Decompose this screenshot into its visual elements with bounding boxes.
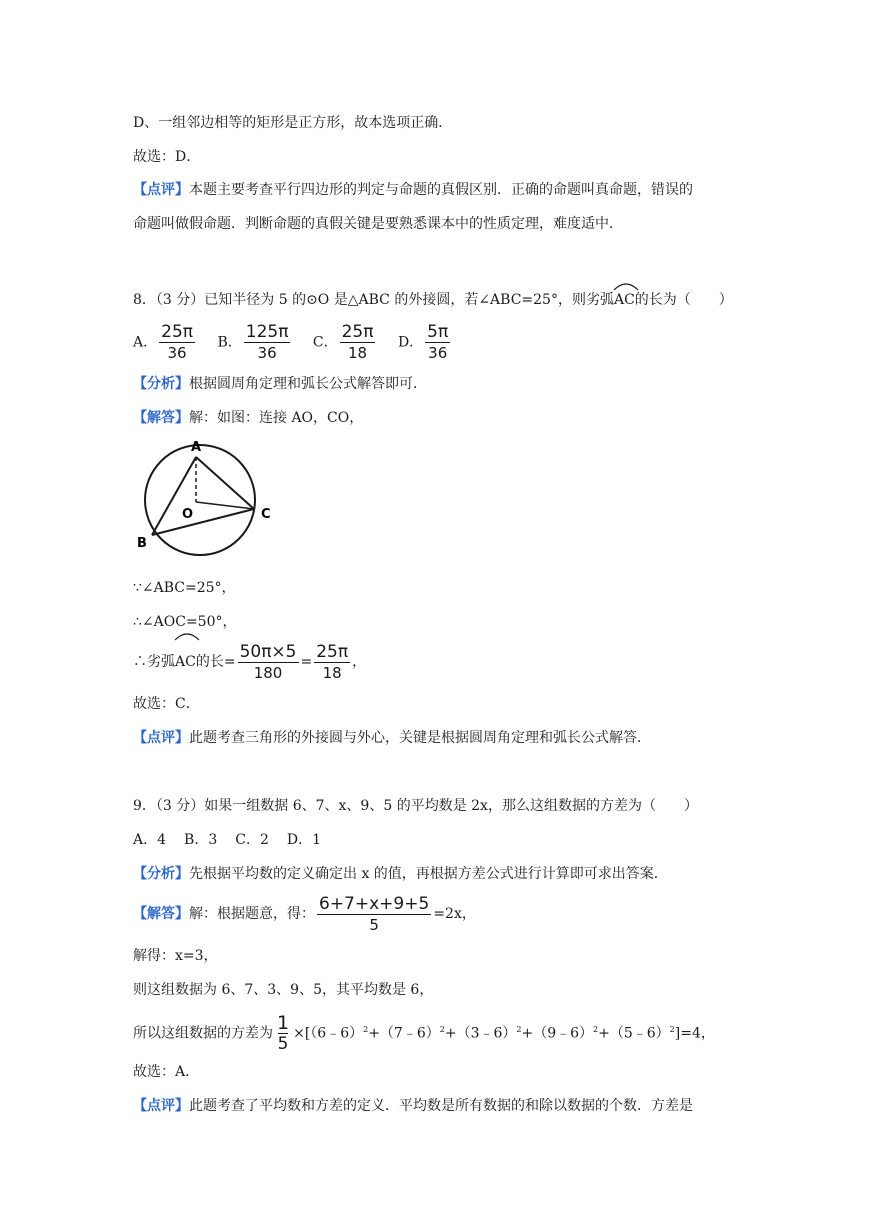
q9-variance [133,1008,715,1056]
q8-solution-text: 解：如图：连接 AO，CO， [189,410,364,426]
step3-end: ， [352,654,367,670]
q7-comment-text1: 本题主要考查平行四边形的判定与命题的真假区别．正确的命题叫真命题，错误的 [189,182,693,198]
q8-step1: ∵∠ABC=25°， [133,580,236,596]
q8-answer: 故选：C． [133,696,200,712]
q9-option-b: B．3 [184,832,218,848]
side-ab [152,457,196,535]
q8-option-d [398,322,452,363]
fraction-numerator: 5π [427,322,449,342]
mean-fraction [317,894,431,935]
q8-option-b [217,322,292,363]
fraction-numerator: 1 [277,1012,290,1035]
q8-comment [133,728,651,748]
equals: = [300,654,313,670]
option-fraction [159,322,195,363]
step3-prefix: ∴劣弧 [133,654,175,670]
option-letter: B． [217,334,242,351]
fraction-denominator: 18 [322,663,342,682]
option-fraction [425,322,450,363]
q9-analysis-text: 先根据平均数的定义确定出 x 的值，再根据方差公式进行计算即可求出答案． [189,866,668,882]
fraction-denominator: 180 [253,663,283,682]
segment-oc [196,502,254,509]
square-exponent: 2 [593,1025,599,1034]
step3-mid: 的长= [195,654,236,670]
q8-solution [133,408,363,428]
comment-tag: 【点评】 [133,182,189,198]
q9-option-a: A．4 [133,832,167,848]
q9-option-d: D．1 [286,832,321,848]
q8-analysis [133,374,427,394]
q9-comment-text: 此题考查了平均数和方差的定义．平均数是所有数据的和除以数据的个数．方差是 [189,1098,693,1114]
square-exponent: 2 [363,1025,369,1034]
fraction-numerator: 50π×5 [239,641,297,662]
comment-tag: 【点评】 [133,730,189,746]
fraction-denominator: 36 [257,344,277,362]
q8-stem-end: 的长为（ ） [634,292,733,308]
arc-ac [175,640,196,684]
q9-answer: 故选：A． [133,1064,200,1080]
solution-tag: 【解答】 [133,410,189,426]
variance-term: +（9﹣6） [521,1025,594,1042]
fraction-numerator: 25π [341,322,374,342]
q9-data-line: 则这组数据为 6、7、3、9、5，其平均数是 6， [133,982,434,998]
q8-comment-text: 此题考查三角形的外接圆与外心，关键是根据圆周角定理和弧长公式解答． [189,730,651,746]
label-b: B [137,536,147,551]
q8-step3 [133,640,366,684]
circle-triangle-figure [134,436,284,556]
q9-analysis [133,864,668,884]
fraction-numerator: 6+7+x+9+5 [319,893,430,914]
arc-label: AC [613,292,635,308]
q8-options [133,322,468,363]
q7-comment-line2: 命题叫做假命题．判断命题的真假关键是要熟悉课本中的性质定理，难度适中． [133,216,623,232]
arc-mark-icon [173,631,201,641]
arc-length-fraction [238,642,299,683]
q7-comment-line1 [133,180,693,200]
result-fraction [314,642,350,683]
analysis-tag: 【分析】 [133,866,189,882]
fraction-denominator: 5 [369,915,379,934]
q9-comment [133,1096,693,1116]
variance-term: +（7﹣6） [368,1025,440,1042]
option-letter: D． [397,334,424,351]
variance-term: +（5﹣6） [598,1025,670,1042]
variance-prefix: 所以这组数据的方差为 [133,1025,273,1042]
q7-option-d: D、一组邻边相等的矩形是正方形，故本选项正确． [133,115,453,131]
variance-term: ]=4， [674,1025,715,1042]
q8-option-c [313,322,378,363]
variance-fraction [275,1013,291,1054]
q8-analysis-text: 根据圆周角定理和弧长公式解答即可． [189,376,427,392]
fraction-numerator: 25π [161,322,193,342]
q9-solution-end: =2x， [433,906,476,922]
solution-tag: 【解答】 [133,906,189,922]
fraction-denominator: 36 [428,344,448,362]
square-exponent: 2 [516,1025,522,1034]
variance-term: ×[（6﹣6） [293,1025,364,1042]
q7-answer: 故选：D． [133,149,201,165]
fraction-numerator: 25π [316,641,349,662]
variance-term: +（3﹣6） [444,1025,517,1042]
q8-stem-text: 8．（3 分）已知半径为 5 的⊙O 是△ABC 的外接圆，若∠ABC=25°，则劣弧 [133,292,614,308]
q9-solution-text: 解：根据题意，得： [189,906,315,922]
comment-tag: 【点评】 [133,1098,189,1114]
option-fraction [244,322,291,363]
q8-option-a [133,322,197,363]
q9-stem: 9．（3 分）如果一组数据 6、7、x、9、5 的平均数是 2x，那么这组数据的方差为（ ） [133,798,698,814]
option-letter: A． [133,334,158,351]
q9-option-c: C．2 [235,832,269,848]
square-exponent: 2 [669,1025,675,1034]
square-exponent: 2 [439,1025,445,1034]
option-letter: C． [312,334,338,351]
fraction-denominator: 18 [348,344,368,362]
q9-options [133,830,339,850]
analysis-tag: 【分析】 [133,376,189,392]
label-c: C [261,507,271,522]
side-bc [152,509,254,535]
q9-solve: 解得：x=3， [133,948,218,964]
side-ac [196,457,254,509]
q8-step2: ∴∠AOC=50°， [133,614,237,630]
arc-mark-icon [612,281,640,291]
q9-solution [133,892,476,936]
arc-ac [614,290,635,310]
fraction-numerator: 125π [245,322,289,342]
q8-stem [133,290,733,310]
label-o: O [182,507,194,522]
fraction-denominator: 5 [277,1034,289,1055]
arc-label: AC [175,654,196,670]
fraction-denominator: 36 [167,344,187,362]
label-a: A [191,440,202,455]
option-fraction [340,322,376,363]
